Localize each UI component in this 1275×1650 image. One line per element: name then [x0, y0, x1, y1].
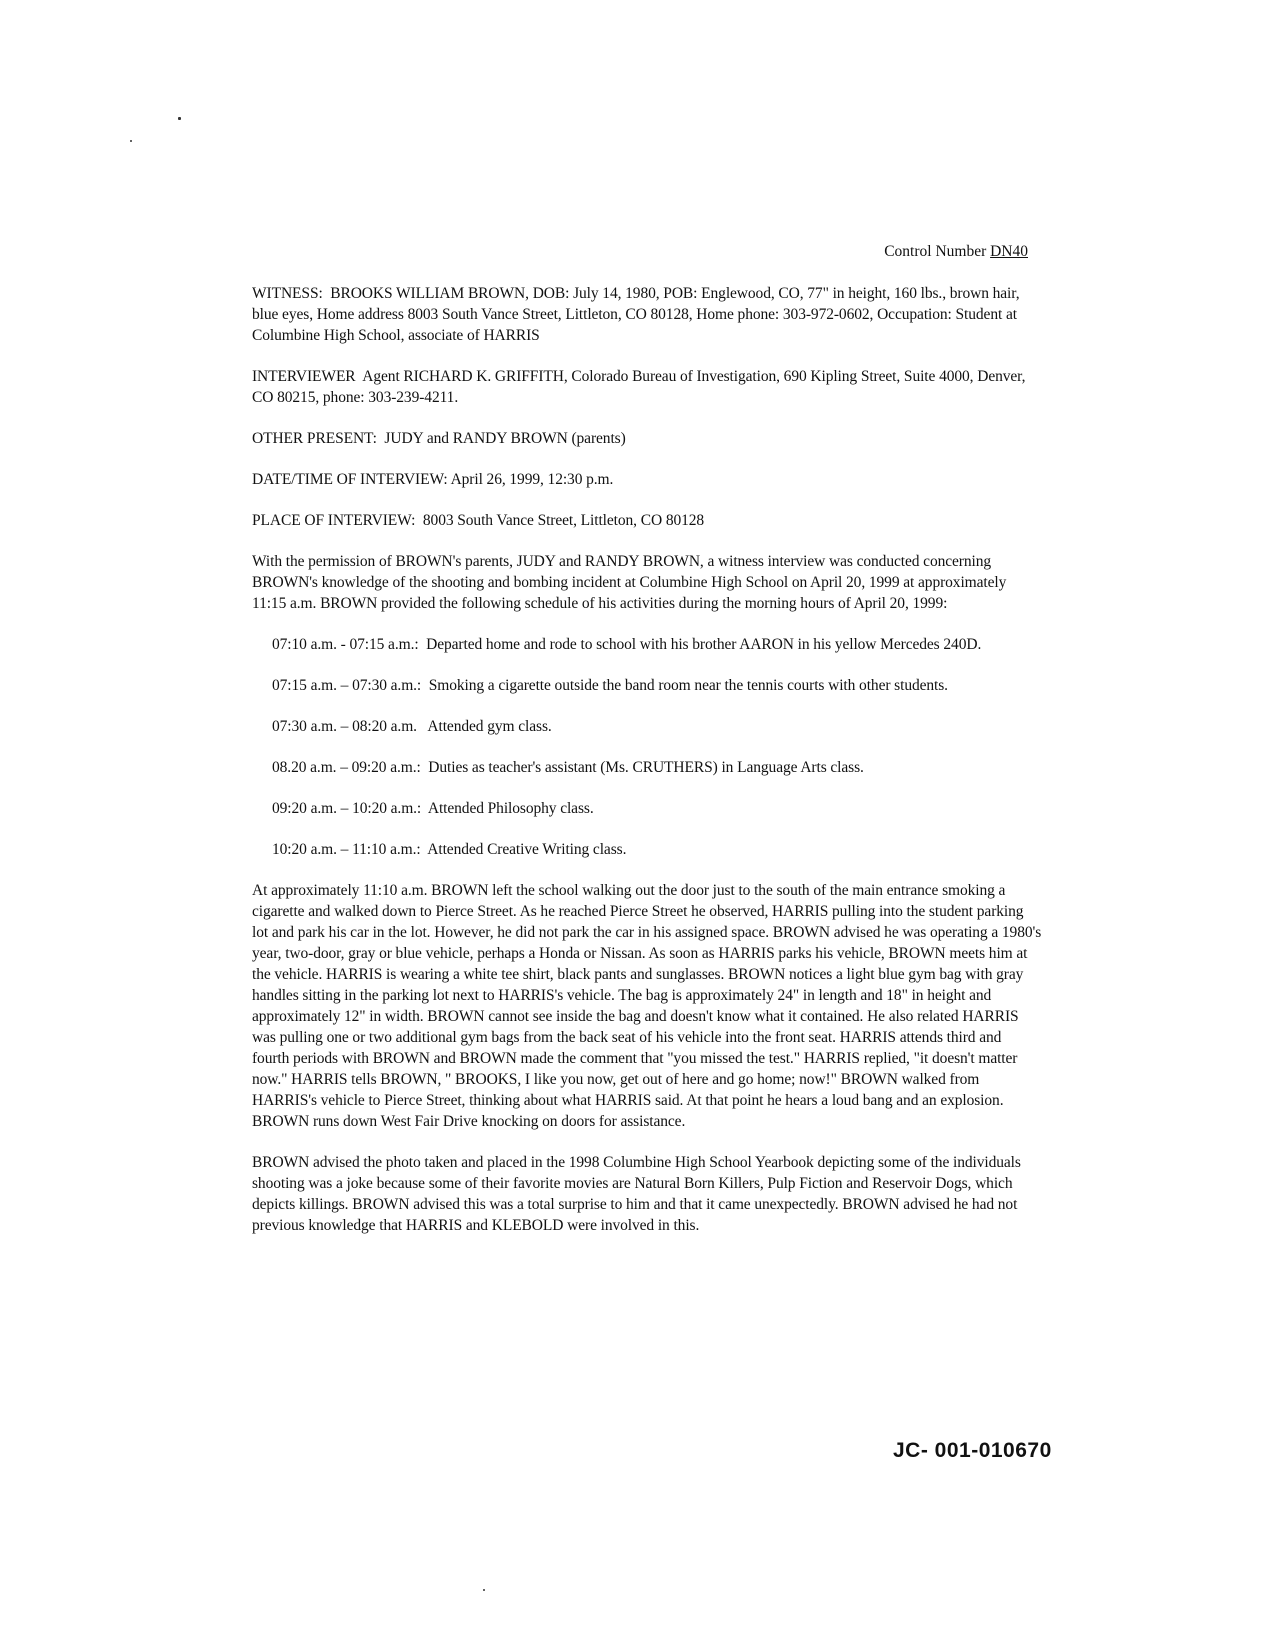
interviewer-label: INTERVIEWER: [252, 368, 356, 385]
schedule-entry: [272, 798, 1042, 819]
schedule-entry: [252, 675, 1042, 696]
schedule-entry: [272, 757, 1042, 778]
place-section: [252, 510, 1042, 531]
other-present-label: OTHER PRESENT:: [252, 430, 377, 447]
scan-speck: [130, 140, 132, 142]
other-present-details: JUDY and RANDY BROWN (parents): [384, 430, 626, 447]
schedule-time: 07:30 a.m. – 08:20 a.m.: [272, 718, 417, 735]
schedule-entry: [272, 716, 1042, 737]
scan-speck: [178, 117, 181, 120]
datetime-details: April 26, 1999, 12:30 p.m.: [450, 471, 614, 488]
schedule-entry: [252, 634, 1042, 655]
control-number: [884, 243, 1028, 261]
schedule-entry: [272, 839, 1042, 860]
schedule-activity: Duties as teacher's assistant (Ms. CRUTHERS) in Language Arts class.: [428, 759, 864, 776]
control-number-value: DN40: [990, 243, 1028, 260]
schedule-activity: Attended Philosophy class.: [427, 800, 594, 817]
datetime-section: [252, 469, 1042, 490]
bates-number: JC- 001-010670: [893, 1439, 1052, 1462]
scan-speck: [483, 1589, 485, 1591]
interview-report-body: [252, 283, 1042, 1256]
witness-label: WITNESS:: [252, 285, 323, 302]
witness-section: [252, 283, 1042, 346]
schedule-time: 08.20 a.m. – 09:20 a.m.:: [272, 759, 421, 776]
place-label: PLACE OF INTERVIEW:: [252, 512, 416, 529]
schedule-activity: Departed home and rode to school with his brother AARON in his yellow Mercedes 240D.: [426, 636, 982, 653]
schedule-time: 10:20 a.m. – 11:10 a.m.:: [272, 841, 421, 858]
narrative-paragraph: At approximately 11:10 a.m. BROWN left the school walking out the door just to the south of the main entrance smoking a cigarette and walked down to Pierce Street. As he reached Pierce Street he observed, HARRIS pulling into the student parking lot and park his car in the lot. However, he did not park the car in his assigned space. BROWN advised he was operating a 1980's year, two-door, gray or blue vehicle, perhaps a Honda or Nissan. As soon as HARRIS parks his vehicle, BROWN meets him at the vehicle. HARRIS is wearing a white tee shirt, black pants and sunglasses. BROWN notices a light blue gym bag with gray handles sitting in the parking lot next to HARRIS's vehicle. The bag is approximately 24" in length and 18" in height and approximately 12" in width. BROWN cannot see inside the bag and doesn't know what it contained. He also related HARRIS was pulling one or two additional gym bags from the back seat of his vehicle into the front seat. HARRIS attends third and fourth periods with BROWN and BROWN made the comment that "you missed the test." HARRIS replied, "it doesn't matter now." HARRIS tells BROWN, " BROOKS, I like you now, get out of here and go home; now!" BROWN walked from HARRIS's vehicle to Pierce Street, thinking about what HARRIS said. At that point he hears a loud bang and an explosion. BROWN runs down West Fair Drive knocking on doors for assistance.: [252, 882, 1042, 1130]
yearbook-paragraph: BROWN advised the photo taken and placed in the 1998 Columbine High School Yearbook depicting some of the individuals shooting was a joke because some of their favorite movies are Natural Born Killers, Pulp Fiction and Reservoir Dogs, which depicts killings. BROWN advised this was a total surprise to him and that it came unexpectedly. BROWN advised he had not previous knowledge that HARRIS and KLEBOLD were involved in this.: [252, 1154, 1021, 1234]
schedule-activity: Smoking a cigarette outside the band room near the tennis courts with other students.: [428, 677, 948, 694]
schedule-time: 09:20 a.m. – 10:20 a.m.:: [272, 800, 422, 817]
other-present-section: [252, 428, 1042, 449]
schedule-activity: Attended Creative Writing class.: [427, 841, 627, 858]
control-number-label: Control Number: [884, 243, 991, 260]
witness-details: BROOKS WILLIAM BROWN, DOB: July 14, 1980, POB: Englewood, CO, 77" in height, 160 lbs., brown hair, blue eyes, Home address 8003 South Vance Street, Littleton, CO 80128, Home phone: 303-972-0602, Occupation: Student at Columbine High School, associate of HARRIS: [252, 285, 1020, 344]
schedule-activity: Attended gym class.: [427, 718, 552, 735]
intro-paragraph: With the permission of BROWN's parents, JUDY and RANDY BROWN, a witness interview was conducted concerning BROWN's knowledge of the shooting and bombing incident at Columbine High School on April 20, 1999 at approximately 11:15 a.m. BROWN provided the following schedule of his activities during the morning hours of April 20, 1999:: [252, 553, 1007, 612]
place-details: 8003 South Vance Street, Littleton, CO 80128: [422, 512, 705, 529]
interviewer-section: [252, 366, 1042, 408]
datetime-label: DATE/TIME OF INTERVIEW:: [252, 471, 448, 488]
interviewer-details: Agent RICHARD K. GRIFFITH, Colorado Bureau of Investigation, 690 Kipling Street, Suite 4000, Denver, CO 80215, phone: 303-239-4211.: [252, 368, 1026, 406]
schedule-time: 07:15 a.m. – 07:30 a.m.:: [272, 677, 422, 694]
schedule-time: 07:10 a.m. - 07:15 a.m.:: [272, 636, 419, 653]
